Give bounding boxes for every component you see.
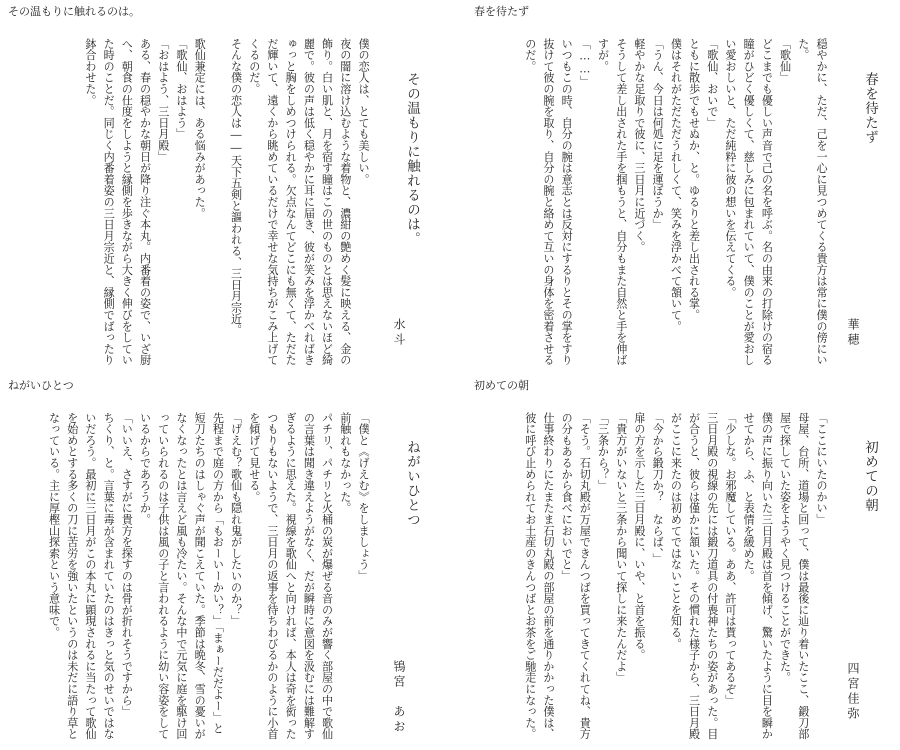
q2-paragraph: 「歌仙」 (778, 38, 792, 84)
q1-body (12, 38, 372, 368)
q4-paragraph: 母屋、台所、道場と回って、僕は最後に辿り着いたここ、鍛刀部屋で探していた姿をようやく見つけることができた。 (778, 412, 810, 740)
q1-paragraph: ある、春の穏やかな朝日が降り注ぐ本丸。内番着の姿で、いざ厨へ、朝食の仕度をしようと縁側を歩きながら大きく伸びをしていた時のことだ。同じく内番着姿の三日月宗近と、縁側でばったり鉢合わせた。 (83, 38, 152, 366)
q2-author: 華穂 (846, 318, 860, 348)
q4-paragraph: 「今から鍛刀か？ ならば、」 (651, 412, 665, 565)
q3-header: ねがいひとつ (8, 379, 74, 392)
q2-paragraph: 軽やかな足取りで彼に、三日月に近づく。 (632, 38, 646, 253)
q4-body (470, 412, 830, 744)
q3-body (12, 412, 372, 744)
q3-paragraph: 「げえむ？歌仙も隠れ鬼がしたいのか？」 (229, 412, 243, 627)
q2-paragraph: 「……」 (578, 38, 592, 87)
q1-author: 水斗 (392, 318, 406, 348)
q2-paragraph: 「歌仙、おいで」 (705, 38, 719, 129)
q4-paragraph: 「少しな。お邪魔している。ああ、許可は貰ってあるぞ」 (723, 412, 737, 706)
q1-paragraph: 「歌仙、おはよう」 (174, 38, 188, 140)
q1-paragraph: 「おはよう、三日月殿」 (156, 38, 170, 163)
q2-title: 春を待たず (862, 72, 878, 145)
q4-paragraph: 僕の声に振り向いた三日月殿は首を傾げ、驚いたように目を瞬かせてから、ふ、と表情を緩めた。 (742, 412, 774, 740)
q4-paragraph: 「そう。石切丸殿が万屋できんつばを買ってきてくれてね、貴方の分もあるから食べにおいでと」 (560, 412, 592, 740)
q3-paragraph: 「僕と《げえむ》をしましょう」 (357, 412, 370, 582)
q3-paragraph: 「いいえ、さすがに貴方を探すのは骨が折れそうですから」 (120, 412, 134, 718)
q2-paragraph: 「うん、今日は何処に足を運ぼうか」 (651, 38, 665, 231)
q2-header: 春を待たず (474, 5, 529, 18)
q2-body (470, 38, 830, 368)
q1-header: その温もりに触れるのは。 (8, 5, 140, 18)
q2-paragraph: どこまでも優しい声音で己の名を呼ぶ。名の由来の打除けの宿る瞳がひどく優しくて、慈しみに包まれていて、僕のことが愛おしい愛おしいと、ただ純粋に彼の想いを伝えてくる。 (723, 38, 774, 366)
q4-title: 初めての朝 (862, 440, 878, 513)
q2-paragraph: いつもこの時、自分の腕は意志とは反対にするりとその掌をすり抜けて彼の腕を取り、自分の腕と絡めて互いの身体を密着させるのだ。 (523, 38, 574, 366)
q1-paragraph (208, 38, 226, 368)
q2-paragraph: 僕はそれがただただうれしくて、笑みを浮かべて頷いて。 (669, 38, 683, 332)
q4-author: 四宮佳弥 (846, 662, 860, 722)
q2-paragraph: そうして差し出された手を掴もうと、自分もまた自然と手を伸ばすが。 (596, 38, 628, 366)
q1-paragraph: 夜の闇に溶け込むような着物と、濃紺の艶めく髪に映える、金の飾り。白い肌と、月を宿す瞳はこの世のものとは思えないほど綺麗で。彼の声は低く穏やかに耳に届き、彼が笑みを浮かべればきゅっと胸をしめつけられる。欠点なんてどこにも無くて、ただただ輝いて、遠くから眺めているだけで幸せな気持ちがこみ上げてくるのだ。 (247, 38, 352, 366)
q1-title: その温もりに触れるのは。 (404, 72, 420, 246)
q4-paragraph: 仕事終わりにたまたま石切丸殿の部屋の前を通りかかった僕は、彼に呼び止められてお土産のきんつばとお茶をご馳走になった。 (523, 412, 555, 740)
q4-paragraph: 「貴方がいないと三条から聞いて探しに来たんだよ」 (614, 412, 628, 684)
q1-paragraph: 歌仙兼定には、ある悩みがあった。 (193, 38, 207, 219)
q3-title: ねがいひとつ (404, 440, 420, 527)
q2-paragraph: ともに散歩でもせぬか、と。ゆるりと差し出される掌。 (687, 38, 701, 321)
q4-paragraph: 三日月殿の視線の先には鍛刀道具の付喪神たちの姿があった。目が合うと、彼らは僅かに頷いた。その慣れた様子から、三日月殿がここに来たのは初めてではないことを知る。 (669, 412, 719, 740)
q3-author: 鴇宮 あお (392, 660, 406, 735)
q3-paragraph: ちくり、と。言葉に毒が含まれていたのはきっと気のせいではないだろう。最初に三日月がこの本丸に顕現されるに当たって歌仙を始めとする多くの刀に苦労を強いたというのは未だに語り草となっている。主に厚樫山探索という意味で。 (47, 412, 116, 740)
q3-paragraph: パチリ、パチリと火桶の炭が爆ぜる音のみが響く部屋の中で歌仙の言葉は聞き違えようがなく、だが瞬時に意図を汲むには難解すぎるように思えた。視線を歌仙へと向ければ、本人は奇を衒ったつもりもないようで、三日月の返事を待ちわびるかのように小首を傾げて見せる。 (247, 412, 334, 740)
q4-header: 初めての朝 (474, 379, 529, 392)
q3-paragraph: 前触れもなかった。 (338, 412, 352, 514)
q1-paragraph: 僕の恋人は、とても美しい。 (357, 38, 370, 185)
q1-paragraph: そんな僕の恋人は――天下五剣と謳われる、三日月宗近。 (229, 38, 243, 336)
q3-paragraph: 先程まで庭の方から「もおーいーかい？」「まぁーだだよー」と短刀たちのはしゃぐ声が聞こえていた。季節は晩冬、雪の憂いがなくなったとは言えど風も冷たい。そんな中で元気に庭を駆け回っていられるのは子供は風の子と言われるように幼い容姿をしているからであろうか。 (138, 412, 225, 740)
q2-paragraph: 穏やかに、ただ、己を一心に見つめてくる貴方は常に僕の傍にいた。 (796, 38, 828, 366)
q4-paragraph: 扉の方を示した三日月殿に、いや、と首を振る。 (632, 412, 646, 661)
q4-paragraph: 「ここにいたのかい」 (815, 412, 828, 525)
q4-paragraph: 「三条から？」 (596, 412, 610, 492)
